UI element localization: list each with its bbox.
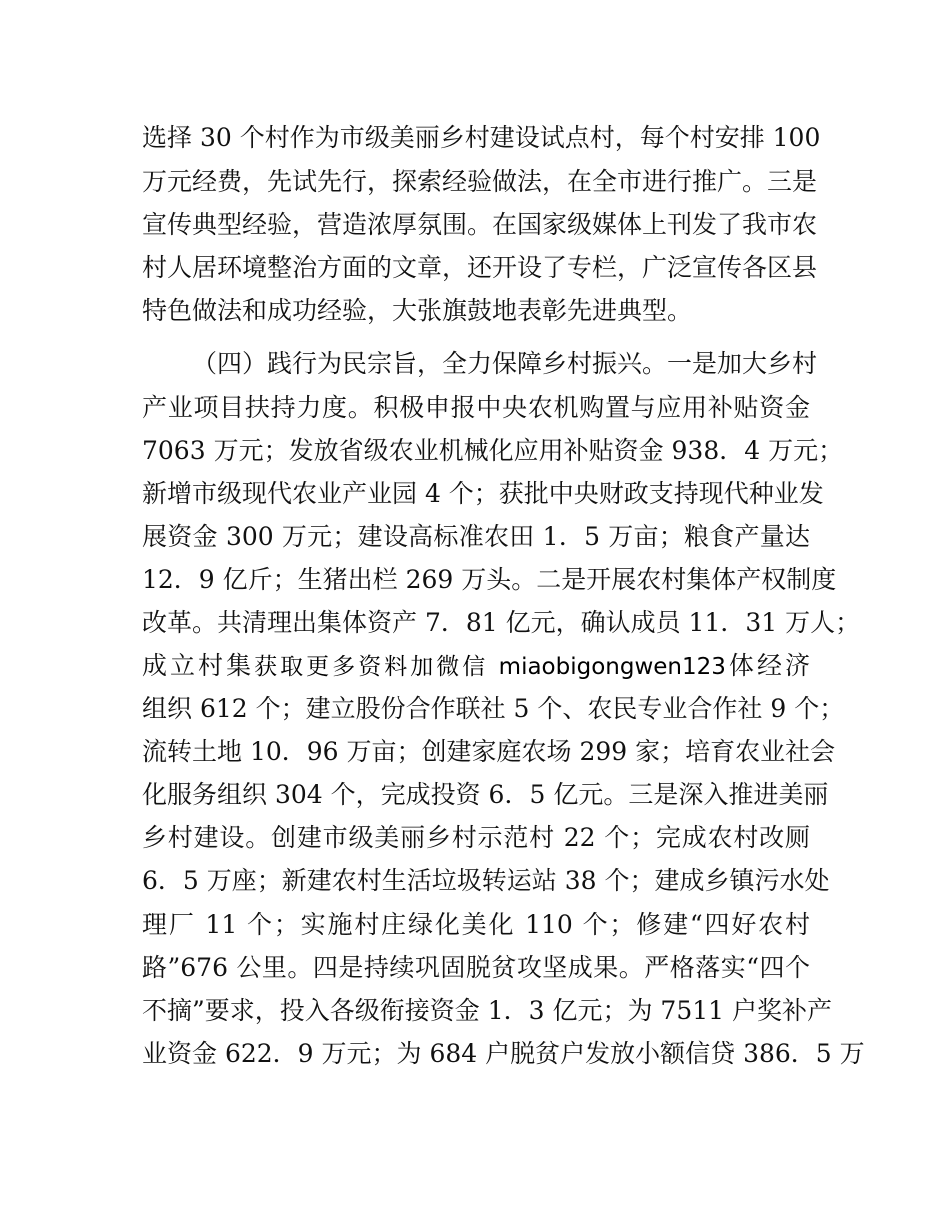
text-line-17: 乡村建设。创建市级美丽乡村示范村 22 个；完成农村改厕 — [142, 823, 810, 852]
text-line-15: 流转土地 10．96 万亩；创建家庭农场 299 家；培育农业社会 — [142, 737, 836, 766]
watermark-line-after: 体经济 — [725, 651, 810, 680]
text-line-16: 化服务组织 304 个，完成投资 6．5 亿元。三是深入推进美丽 — [142, 780, 829, 809]
text-line-5: 特色做法和成功经验，大张旗鼓地表彰先进典型。 — [142, 296, 693, 325]
watermark-text: 获取更多资料加微信 miaobigongwen123 — [254, 654, 726, 680]
text-line-14: 组织 612 个；建立股份合作联社 5 个、农民专业合作社 9 个； — [142, 694, 845, 723]
text-line-18: 6．5 万座；新建农村生活垃圾转运站 38 个；建成乡镇污水处 — [142, 866, 830, 895]
text-line-10: 展资金 300 万元；建设高标准农田 1．5 万亩；粮食产量达 — [142, 522, 810, 551]
paragraph-heading-line: （四）践行为民宗旨，全力保障乡村振兴。一是加大乡村 — [192, 349, 818, 378]
watermark-line-before: 成立村集 — [142, 651, 255, 680]
text-line-with-watermark — [142, 651, 810, 682]
text-line-19: 理厂 11 个；实施村庄绿化美化 110 个；修建“四好农村 — [142, 910, 810, 939]
text-line-9: 新增市级现代农业产业园 4 个；获批中央财政支持现代种业发 — [142, 479, 824, 508]
text-line-7: 产业项目扶持力度。积极申报中央农机购置与应用补贴资金 — [142, 393, 810, 422]
text-line-22: 业资金 622．9 万元；为 684 户脱贫户发放小额信贷 386．5 万 — [142, 1039, 865, 1068]
text-line-8: 7063 万元；发放省级农业机械化应用补贴资金 938．4 万元； — [142, 436, 844, 465]
text-line-20: 路”676 公里。四是持续巩固脱贫攻坚成果。严格落实“四个 — [142, 953, 810, 982]
text-line-2: 万元经费，先试先行，探索经验做法，在全市进行推广。三是 — [142, 167, 818, 196]
text-line-11: 12．9 亿斤；生猪出栏 269 万头。二是开展农村集体产权制度 — [142, 565, 837, 594]
text-line-21: 不摘”要求，投入各级衔接资金 1．3 亿元；为 7511 户奖补产 — [142, 996, 833, 1025]
text-line-4: 村人居环境整治方面的文章，还开设了专栏，广泛宣传各区县 — [142, 253, 818, 282]
text-line-12: 改革。共清理出集体资产 7．81 亿元，确认成员 11．31 万人； — [142, 608, 861, 637]
text-line-3: 宣传典型经验，营造浓厚氛围。在国家级媒体上刊发了我市农 — [142, 210, 818, 239]
text-line-1: 选择 30 个村作为市级美丽乡村建设试点村，每个村安排 100 — [142, 123, 821, 152]
